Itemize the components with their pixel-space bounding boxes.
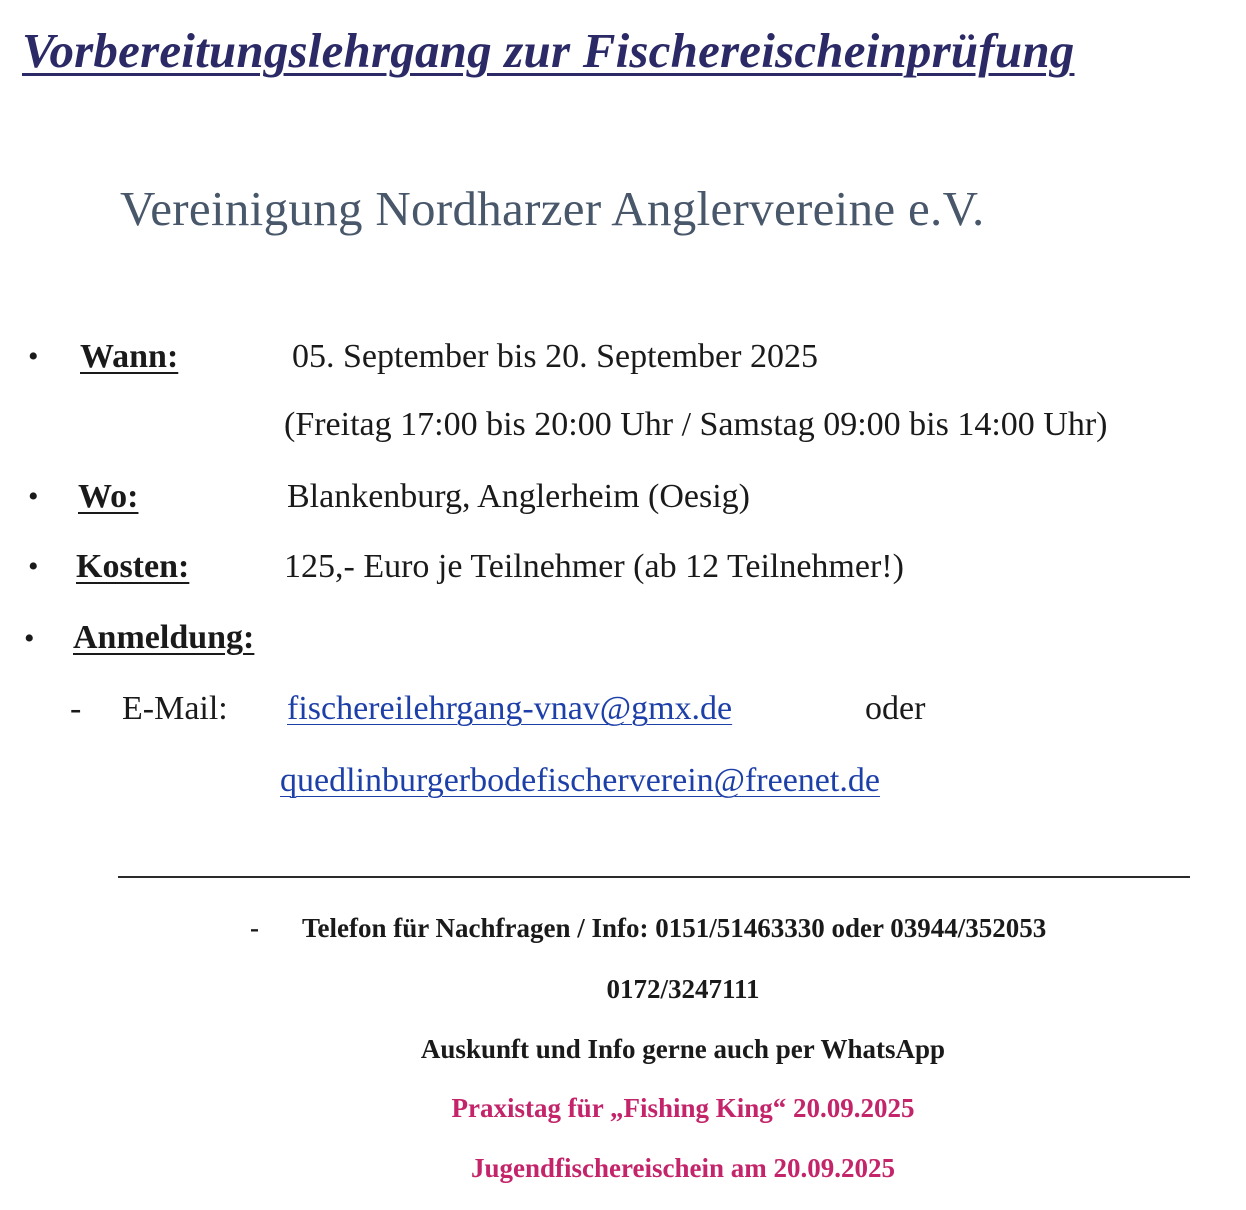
dash-icon: - <box>70 690 82 727</box>
when-date: 05. September bis 20. September 2025 <box>292 338 818 375</box>
registration-label: Anmeldung: <box>73 619 255 656</box>
email-link-freenet[interactable]: quedlinburgerbodefischerverein@freenet.de <box>280 762 880 799</box>
practice-day-note: Praxistag für „Fishing King“ 20.09.2025 <box>451 1093 915 1123</box>
email-label: E-Mail: <box>122 690 228 727</box>
youth-license-note: Jugendfischereischein am 20.09.2025 <box>471 1153 895 1183</box>
bullet-icon: • <box>28 480 39 513</box>
bullet-icon: • <box>28 340 39 373</box>
where-label: Wo: <box>78 478 139 515</box>
when-times: (Freitag 17:00 bis 20:00 Uhr / Samstag 09:00 bis 14:00 Uhr) <box>284 406 1108 443</box>
divider <box>118 876 1190 878</box>
cost-label: Kosten: <box>76 548 190 585</box>
phone-secondary: 0172/3247111 <box>606 974 760 1004</box>
bullet-icon: • <box>24 622 35 655</box>
when-label: Wann: <box>80 338 179 375</box>
dash-icon: - <box>250 913 259 943</box>
where-value: Blankenburg, Anglerheim (Oesig) <box>287 478 751 515</box>
bullet-icon: • <box>28 550 39 583</box>
cost-value: 125,- Euro je Teilnehmer (ab 12 Teilnehmer!) <box>284 548 904 585</box>
page-title: Vorbereitungslehrgang zur Fischereischeinprüfung <box>22 23 1075 78</box>
organization-name: Vereinigung Nordharzer Anglervereine e.V. <box>120 181 985 236</box>
whatsapp-note: Auskunft und Info gerne auch per WhatsApp <box>420 1034 946 1064</box>
phone-info: Telefon für Nachfragen / Info: 0151/51463330 oder 03944/352053 <box>302 913 1047 943</box>
email-link-gmx[interactable]: fischereilehrgang-vnav@gmx.de <box>287 690 733 727</box>
or-text: oder <box>865 690 926 727</box>
